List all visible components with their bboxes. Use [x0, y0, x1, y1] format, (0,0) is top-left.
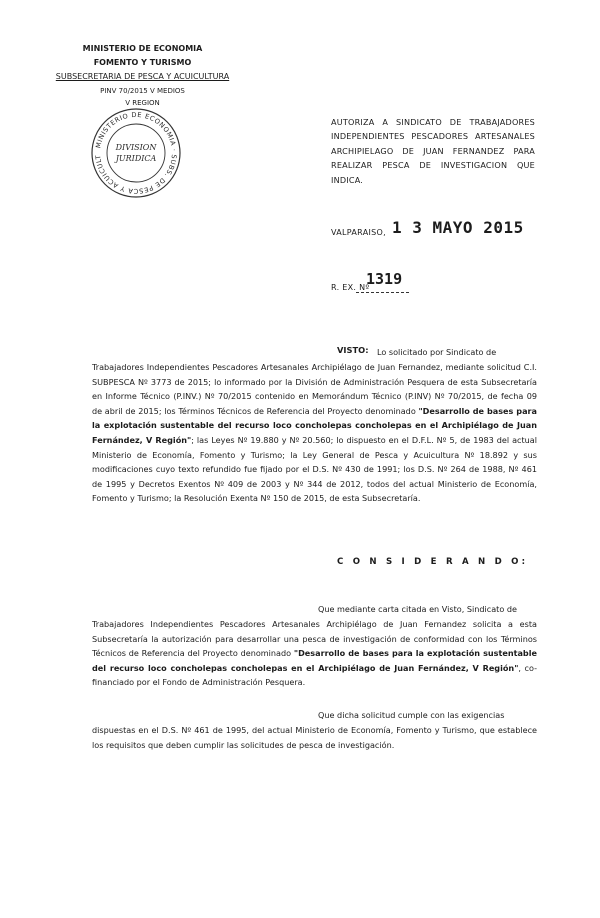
subsecretaria-name: SUBSECRETARIA DE PESCA Y ACUICULTURA	[55, 72, 230, 81]
ministry-subtitle: FOMENTO Y TURISMO	[93, 58, 192, 67]
considerando-p1-end: , co-financiado por el Fondo de Administración Pesquera.	[92, 662, 537, 688]
pinv-reference: PINV 70/2015 V MEDIOS	[100, 87, 185, 95]
resolution-number: 1319	[366, 270, 403, 288]
stamp-ring-text: MINISTERIO DE ECONOMIA · SUBS. DE PESCA Y ACUICULT	[93, 110, 179, 196]
considerando-heading: C O N S I D E R A N D O:	[337, 557, 529, 567]
region-label: V REGION	[125, 99, 160, 107]
considerando-paragraph-2: dispuestas en el D.S. Nº 461 de 1995, del actual Ministerio de Economía, Fomento y Turismo, que establece los requisitos que deben cumplir las solicitudes de pesca de investigación.	[92, 725, 537, 750]
division-juridica-stamp	[88, 105, 184, 201]
visto-text-part2: ; las Leyes Nº 19.880 y Nº 20.560; lo dispuesto en el D.F.L. Nº 5, de 1983 del actual Ministerio de Economía, Fomento y Turismo; la Ley General de Pesca y Acuicultura Nº 18.892 y sus modificaciones cuyo texto refundido fue fijado por el D.S. Nº 430 de 1991; los D.S. Nº 264 de 1988, Nº 461 de 1995 y Decretos Exentos Nº 409 de 2003 y Nº 344 de 2012, todos del actual Ministerio de Economía, Fomento y Turismo; la Resolución Exenta Nº 150 de 2015, de esta Subsecretaría.	[92, 434, 538, 504]
stamp-center-line2: JURIDICA	[115, 154, 157, 163]
considerando-paragraph-1	[92, 617, 537, 690]
stamp-center-line1: DIVISION	[115, 143, 157, 152]
visto-project-title: "Desarrollo de bases para la explotación sustentable del recurso loco concholepas concholepas en el Archipiélago de Juan Fernández, V Región"	[92, 405, 537, 445]
place-label: VALPARAISO,	[331, 228, 386, 237]
considerando-p1-first-line: Que mediante carta citada en Visto, Sindicato de	[318, 604, 517, 614]
resolution-number-label: R. EX. Nº	[331, 283, 370, 292]
considerando-p2-first-line: Que dicha solicitud cumple con las exigencias	[318, 710, 505, 720]
considerando-p1-text: Trabajadores Independientes Pescadores Artesanales Archipiélago de Juan Fernandez solicita a esta Subsecretaría la autorización para desarrollar una pesca de investigación de conformidad con los Términos Técnicos de Referencia del Proyecto denominado	[92, 619, 537, 659]
resolution-number-underline	[356, 292, 409, 293]
visto-text-part1: Trabajadores Independientes Pescadores Artesanales Archipiélago de Juan Fernandez, mediante solicitud C.I. SUBPESCA Nº 3773 de 2015; lo informado por la División de Administración Pesquera de esta Subsecretaría en Informe Técnico (P.INV.) Nº 70/2015 contenido en Memorándum Técnico (P.INV) Nº 70/2015, de fecha 09 de abril de 2015; los Términos Técnicos de Referencia del Proyecto denominado	[92, 362, 537, 416]
visto-heading: VISTO:	[337, 345, 369, 355]
ministry-name: MINISTERIO DE ECONOMIA	[82, 44, 203, 53]
stamp-seal-icon	[88, 105, 184, 201]
resolution-date: 1 3 MAYO 2015	[392, 218, 524, 237]
resolution-subject: AUTORIZA A SINDICATO DE TRABAJADORES INDEPENDIENTES PESCADORES ARTESANALES ARCHIPIELAGO DE JUAN FERNANDEZ PARA REALIZAR PESCA DE INVESTIGACION QUE INDICA.	[331, 117, 535, 185]
considerando-project-title: "Desarrollo de bases para la explotación sustentable del recurso loco concholepas concholepas en el Archipiélago de Juan Fernández, V Región"	[92, 648, 537, 673]
visto-first-line: Lo solicitado por Sindicato de	[377, 347, 497, 357]
visto-paragraph	[92, 360, 537, 506]
